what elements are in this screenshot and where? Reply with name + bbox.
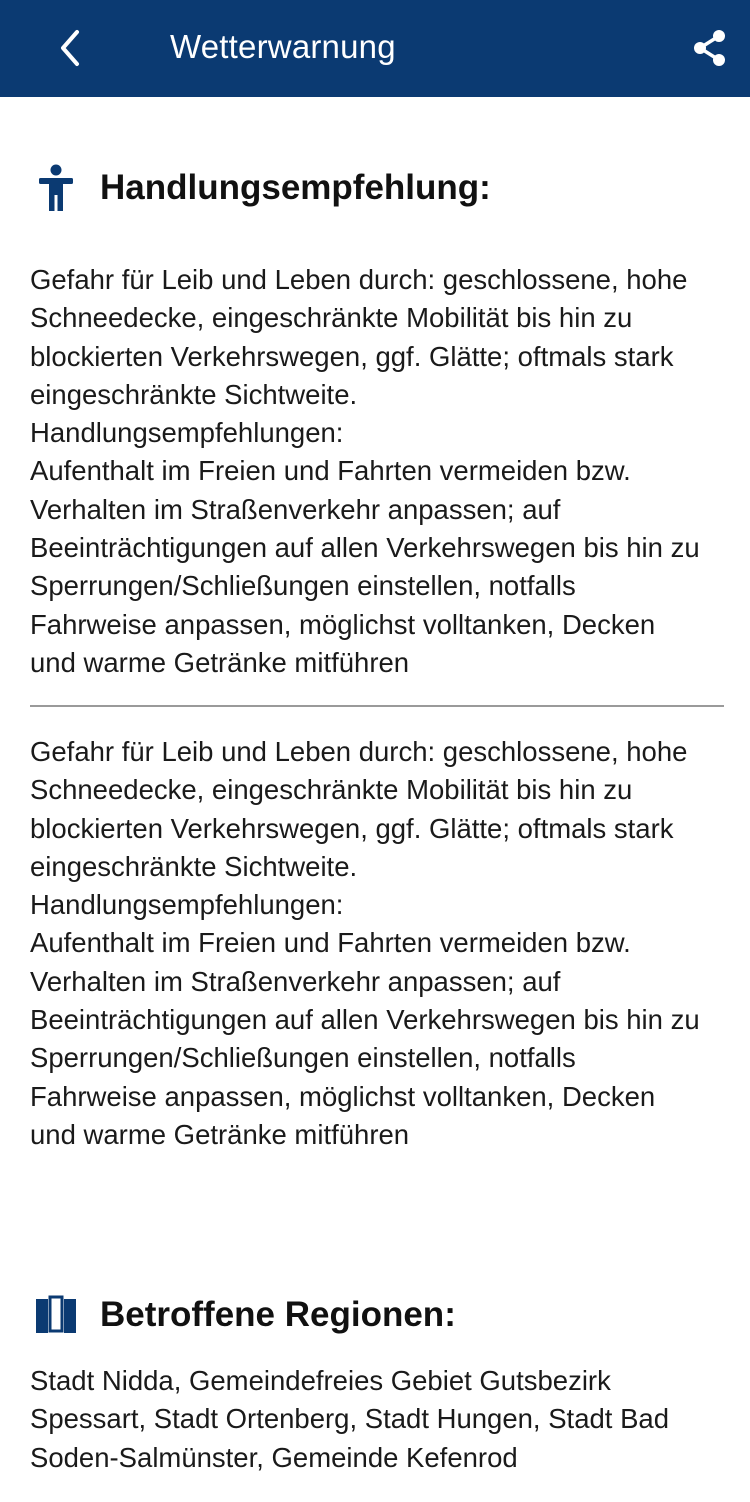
recommendation-title: Handlungsempfehlung: bbox=[100, 168, 491, 207]
share-button[interactable] bbox=[688, 26, 732, 70]
chevron-left-icon bbox=[57, 28, 83, 68]
regions-header bbox=[30, 1289, 456, 1341]
share-icon bbox=[690, 28, 730, 68]
page-title: Wetterwarnung bbox=[170, 28, 396, 65]
recommendation-text-2: Gefahr für Leib und Leben durch: geschlossene, hohe Schneedecke, eingeschränkte Mobilität bis hin zu blockierten Verkehrswegen, ggf. Glätte; oftmals stark eingeschränkte Sichtweite. Handlungsempfehlungen: Aufenthalt im Freien und Fahrten vermeiden bzw. Verhalten im Straßenverkehr anpassen; auf Beeinträchtigungen auf allen Verkehrswegen bis hin zu Sperrungen/Schließungen einstellen, notfalls Fahrweise anpassen, möglichst volltanken, Decken und warme Getränke mitführen bbox=[30, 736, 700, 1150]
recommendation-header bbox=[30, 162, 491, 214]
app-bar bbox=[0, 0, 750, 97]
regions-title: Betroffene Regionen: bbox=[100, 1295, 456, 1334]
person-icon bbox=[30, 162, 82, 214]
divider bbox=[30, 705, 724, 707]
map-icon bbox=[30, 1289, 82, 1341]
regions-text: Stadt Nidda, Gemeindefreies Gebiet Gutsbezirk Spessart, Stadt Ortenberg, Stadt Hungen, Stadt Bad Soden-Salmünster, Gemeinde Kefenrod bbox=[30, 1365, 669, 1473]
recommendation-text-1: Gefahr für Leib und Leben durch: geschlossene, hohe Schneedecke, eingeschränkte Mobilität bis hin zu blockierten Verkehrswegen, ggf. Glätte; oftmals stark eingeschränkte Sichtweite. Handlungsempfehlungen: Aufenthalt im Freien und Fahrten vermeiden bzw. Verhalten im Straßenverkehr anpassen; auf Beeinträchtigungen auf allen Verkehrswegen bis hin zu Sperrungen/Schließungen einstellen, notfalls Fahrweise anpassen, möglichst volltanken, Decken und warme Getränke mitführen bbox=[30, 264, 700, 678]
back-button[interactable] bbox=[50, 24, 90, 72]
